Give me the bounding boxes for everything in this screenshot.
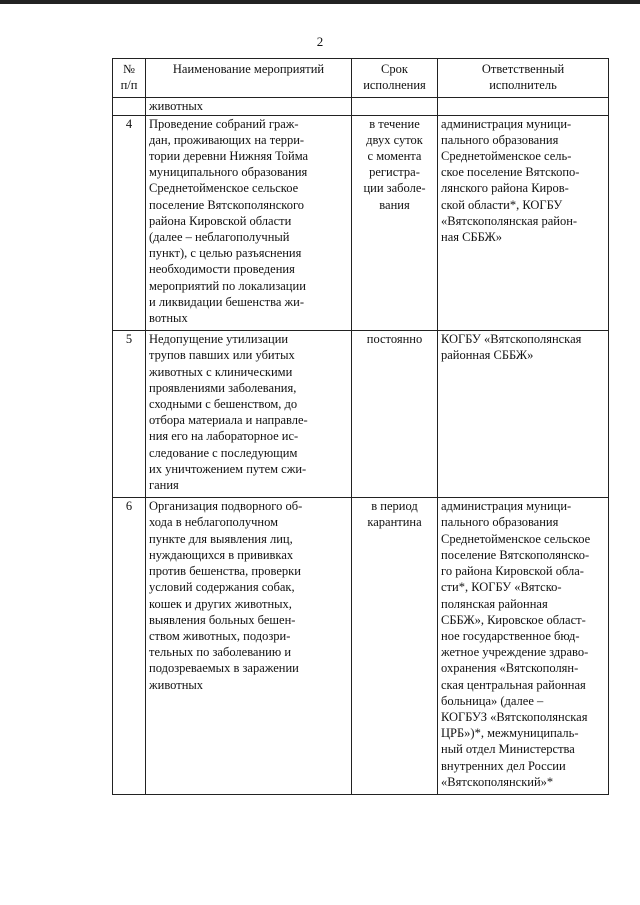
row-measure: Проведение собраний граж- дан, проживающих на терри- тории деревни Нижняя Тойма муниципального образования Среднетойменское сельское поселение Вятскополянского района Кировской области (далее – неблагополучный пункт), с целью разъяснения необходимости проведения мероприятий по локализации и ликвидации бешенства жи- вотных	[146, 115, 352, 331]
top-border-line	[0, 0, 640, 4]
table-row	[113, 331, 609, 498]
header-term-l1: Срок	[381, 62, 408, 76]
table-row-continuation	[113, 98, 609, 115]
header-number-l2: п/п	[120, 78, 138, 93]
header-name	[146, 59, 352, 98]
row-measure: Организация подворного об- хода в неблагополучном пункте для выявления лиц, нуждающихся в прививках против бешенства, проверки условий содержания собак, кошек и других животных, выявления больных бешен- ством животных, подозри- тельных по заболеванию и подозреваемых в заражении животных	[146, 498, 352, 795]
page-number: 2	[316, 34, 324, 49]
row-number: 4	[113, 115, 146, 331]
header-term-l2: исполнения	[363, 78, 426, 93]
table-header-row	[113, 59, 609, 98]
row-term: постоянно	[352, 331, 438, 498]
header-responsible-l1: Ответственный	[481, 62, 565, 76]
table-row	[113, 115, 609, 331]
header-term	[352, 59, 438, 98]
row-measure: Недопущение утилизации трупов павших или убитых животных с клиническими проявлениями заболевания, сходными с бешенством, до отбора материала и направле- ния его на лабораторное ис- следование с последующим их уничтожением путем сжи- гания	[146, 331, 352, 498]
row-term: в течение двух суток с момента регистра- ции заболе- вания	[352, 115, 438, 331]
row-term: в период карантина	[352, 498, 438, 795]
row-responsible: администрация муници- пального образования Среднетойменское сель- ское поселение Вятскопо- лянского района Киров- ской области*, КОГБУ «Вятскополянская район- ная СББЖ»	[438, 115, 609, 331]
continuation-text: животных	[146, 98, 352, 115]
table-row	[113, 498, 609, 795]
header-number-l1: №	[123, 62, 135, 76]
header-name-label: Наименование мероприятий	[172, 62, 325, 76]
header-responsible-l2: исполнитель	[489, 78, 557, 93]
row-number: 6	[113, 498, 146, 795]
measures-table	[112, 58, 609, 795]
row-responsible: администрация муници- пального образования Среднетойменское сельское поселение Вятскополянско- го района Кировской обла- сти*, КОГБУ «Вятско- полянская районная СББЖ», Кировское област- ное государственное бюд- жетное учреждение здраво- охранения «Вятскополян- ская центральная районная больница» (далее – КОГБУЗ «Вятскополянская ЦРБ»)*, межмуниципаль- ный отдел Министерства внутренних дел России «Вятскополянский»*	[438, 498, 609, 795]
header-responsible	[438, 59, 609, 98]
header-number	[113, 59, 146, 98]
row-responsible: КОГБУ «Вятскополянская районная СББЖ»	[438, 331, 609, 498]
row-number: 5	[113, 331, 146, 498]
